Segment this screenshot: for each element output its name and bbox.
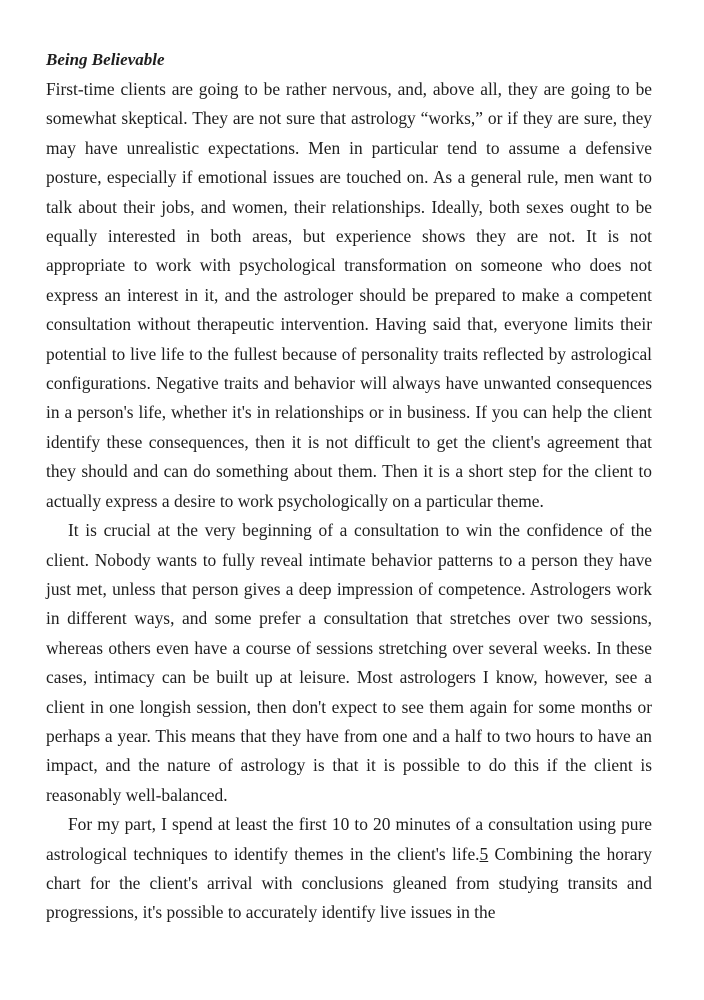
footnote-link[interactable]: 5 [479,843,489,864]
section-heading: Being Believable [46,50,165,69]
paragraph-2: It is crucial at the very beginning of a consultation to win the confidence of the client. Nobody wants to fully reveal intimate behavior patterns to a person they have just met, unless that person gives a deep impression of competence. Astrologers work in different ways, and some prefer a consultation that stretches over two sessions, whereas others even have a course of sessions stretching over several weeks. In these cases, intimacy can be built up at leisure. Most astrologers I know, however, see a client in one longish session, then don't expect to see them again for some months or perhaps a year. This means that they have from one and a half to two hours to have an impact, and the nature of astrology is that it is possible to do this if the client is reasonably well-balanced. [46,520,652,805]
paragraph-3 [46,810,652,928]
paragraph-3-text-end: Combining the horary chart for the client's arrival with conclusions gleaned from studying transits and progressions, it's possible to accurately identify live issues in the [46,843,652,923]
paragraph-3-text-start: For my part, I spend at least the first 10 to 20 minutes of a consultation using pure astrological techniques to identify themes in the client's life. [46,814,652,864]
page-body [46,49,652,928]
paragraph-1: First-time clients are going to be rather nervous, and, above all, they are going to be somewhat skeptical. They are not sure that astrology “works,” or if they are sure, they may have unrealistic expectations. Men in particular tend to assume a defensive posture, especially if emotional issues are touched on. As a general rule, men want to talk about their jobs, and women, their relationships. Ideally, both sexes ought to be equally interested in both areas, but experience shows they are not. It is not appropriate to work with psychological transformation on someone who does not express an interest in it, and the astrologer should be prepared to make a competent consultation without therapeutic intervention. Having said that, everyone limits their potential to live life to the fullest because of personality traits reflected by astrological configurations. Negative traits and behavior will always have unwanted consequences in a person's life, whether it's in relationships or in business. If you can help the client identify these consequences, then it is not difficult to get the client's agreement that they should and can do something about them. Then it is a short step for the client to actually express a desire to work psychologically on a particular theme. [46,79,652,511]
